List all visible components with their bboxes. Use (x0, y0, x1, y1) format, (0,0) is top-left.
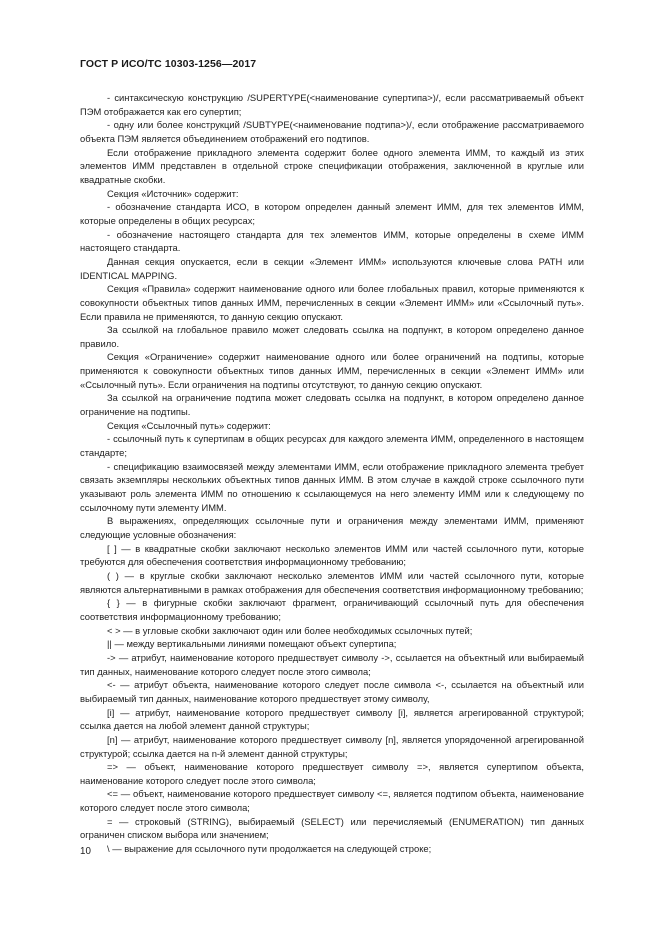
notation-item: [n] — атрибут, наименование которого предшествует символу [n], является упорядоченной агрегированной структурой; ссылка дается на n-й элемент данной структуры; (80, 733, 584, 759)
notation-item: -> — атрибут, наименование которого предшествует символу ->, ссылается на объектный или выбираемый тип данных, наименование которого следует после этого символа; (80, 651, 584, 677)
notation-item: \ — выражение для ссылочного пути продолжается на следующей строке; (107, 843, 432, 855)
paragraph: - синтаксическую конструкцию /SUPERTYPE(<наименование супертипа>)/, если рассматриваемый объект ПЭМ отображается как его супертип; (80, 92, 584, 117)
paragraph: Секция «Правила» содержит наименование одного или более глобальных правил, которые применяются к совокупности объектных типов данных ИММ, перечисленных в секции «Элемент ИММ» или «Ссылочный путь». Если правила не применяются, то данную секцию опускают. (80, 283, 584, 322)
notation-item: => — объект, наименование которого предшествует символу =>, является супертипом объекта, наименование которого следует после этого символа; (80, 761, 584, 786)
notation-item: < > — в угловые скобки заключают один или более необходимых ссылочных путей; (107, 624, 473, 636)
paragraph: - обозначение стандарта ИСО, в котором определен данный элемент ИММ, для тех элементов ИММ, которые определены в общих ресурсах; (80, 201, 584, 226)
paragraph: - одну или более конструкций /SUBTYPE(<наименование подтипа>)/, если отображение рассматриваемого объекта ПЭМ является объединением отображений его подтипов. (80, 119, 584, 144)
paragraph: За ссылкой на ограничение подтипа может следовать ссылка на подпункт, в котором определено данное ограничение на подтипы. (80, 392, 584, 418)
paragraph: - спецификацию взаимосвязей между элементами ИММ, если отображение прикладного элемента требует связать экземпляры нескольких объектных типов данных ИММ. В этом случае в каждой строке ссылочного пути указывают роль элемента ИММ по отношению к ссылающемуся на него элементу ИММ или к следующему по ссылочному пути элементу ИММ. (80, 460, 584, 513)
notation-item: || — между вертикальными линиями помещают объект супертипа; (107, 638, 397, 650)
document-header: ГОСТ Р ИСО/ТС 10303-1256—2017 (80, 58, 257, 70)
notation-item: <- — атрибут объекта, наименование которого следует после символа <-, ссылается на объектный или выбираемый тип данных, наименование которого предшествует этому символу, (80, 679, 584, 704)
notation-item: ( ) — в круглые скобки заключают несколько элементов ИММ или частей ссылочного пути, которые являются альтернативными в рамках отображения для обеспечения соответствия информационному требованию; (80, 569, 584, 595)
paragraph: Если отображение прикладного элемента содержит более одного элемента ИММ, то каждый из этих элементов ИММ представлен в отдельной строке спецификации отображения, заключенной в круглые или квадратные скобки. (80, 146, 584, 185)
notation-item: <= — объект, наименование которого предшествует символу <=, является подтипом объекта, наименование которого следует после этого символа; (80, 788, 584, 814)
paragraph: - ссылочный путь к супертипам в общих ресурсах для каждого элемента ИММ, определенного в настоящем стандарте; (80, 433, 584, 459)
notation-item: [ ] — в квадратные скобки заключают несколько элементов ИММ или частей ссылочного пути, которые требуются для обеспечения соответствия информационному требованию; (80, 542, 584, 568)
paragraph: Данная секция опускается, если в секции «Элемент ИММ» используются ключевые слова PATH или IDENTICAL MAPPING. (80, 255, 584, 281)
notation-item: [i] — атрибут, наименование которого предшествует символу [i], является агрегированной структурой; ссылка дается на любой элемент данной структуры; (80, 706, 584, 732)
paragraph: - обозначение настоящего стандарта для тех элементов ИММ, которые определены в схеме ИММ настоящего стандарта. (80, 228, 584, 254)
paragraph: Секция «Ограничение» содержит наименование одного или более ограничений на подтипы, которые применяются к совокупности объектных типов данных ИММ, перечисленных в секции «Элемент ИММ» или «Ссылочный путь». Если ограничения на подтипы отсутствуют, то данную секцию опускают. (80, 351, 584, 390)
paragraph: В выражениях, определяющих ссылочные пути и ограничения между элементами ИММ, применяют следующие условные обозначения: (80, 515, 584, 540)
paragraph: Секция «Ссылочный путь» содержит: (107, 419, 271, 431)
paragraph: За ссылкой на глобальное правило может следовать ссылка на подпункт, в котором определено данное правило. (80, 324, 584, 349)
paragraph: Секция «Источник» содержит: (107, 187, 239, 199)
document-body (80, 91, 584, 856)
page-number: 10 (80, 846, 91, 857)
notation-item: = — строковый (STRING), выбираемый (SELECT) или перечисляемый (ENUMERATION) тип данных ограничен списком выбора или значением; (80, 815, 584, 841)
notation-item: { } — в фигурные скобки заключают фрагмент, ограничивающий ссылочный путь для обеспечения соответствия информационному требованию; (80, 597, 584, 622)
